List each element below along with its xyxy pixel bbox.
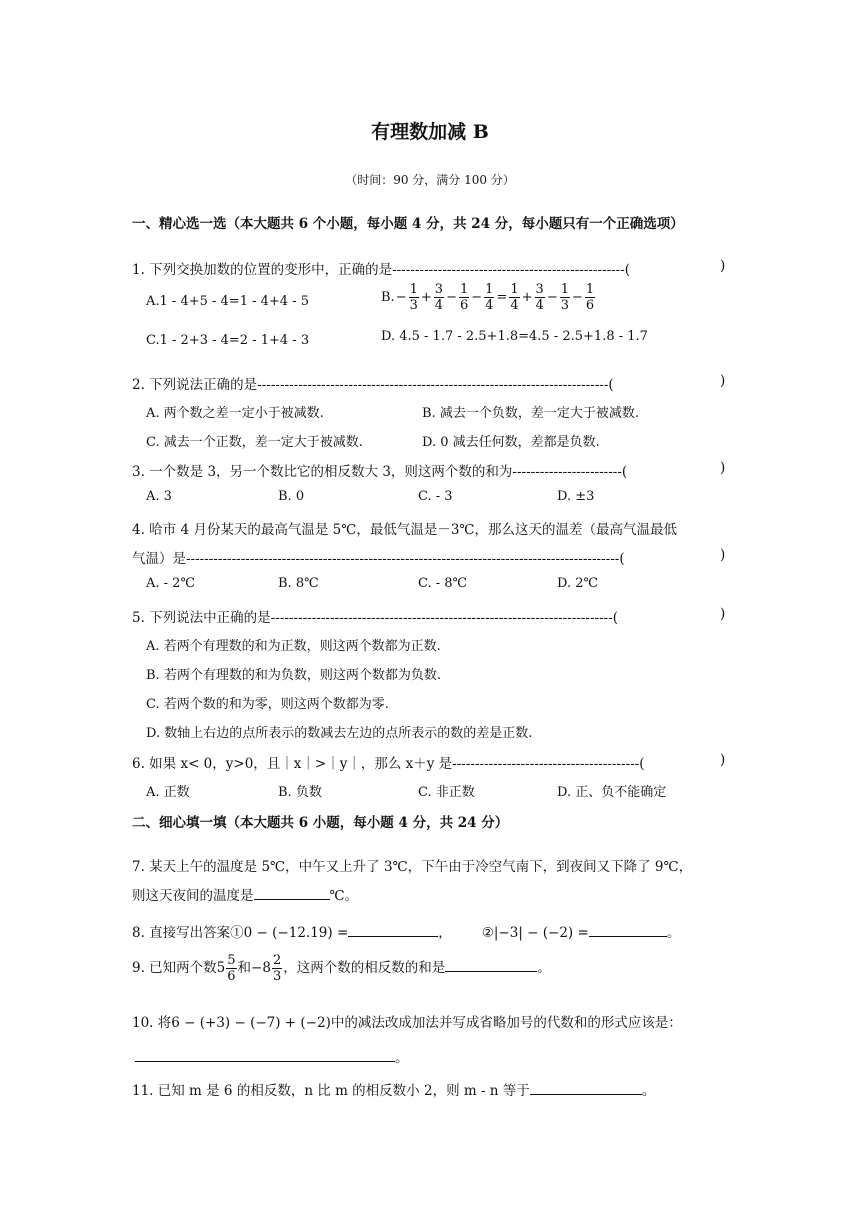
q1-b-operator: −: [471, 290, 483, 305]
q9-and: 和: [237, 960, 252, 976]
q8-line: [132, 921, 680, 941]
q9-text: 9. 已知两个数: [132, 960, 217, 976]
q1-b-operator: −: [395, 290, 407, 305]
q6-option-c: C. 非正数: [418, 785, 475, 800]
q9-line: [132, 954, 551, 983]
q8-end: 。: [666, 925, 681, 941]
q1-option-b-prefix: B.: [381, 290, 395, 305]
q1-b-fraction: [560, 283, 570, 312]
q1-b-fraction: [585, 283, 595, 312]
q9-n1-denominator: 6: [227, 969, 236, 984]
q10-end: 。: [395, 1050, 409, 1066]
q5-option-d: D. 数轴上右边的点所表示的数减去左边的点所表示的数的差是正数.: [146, 726, 533, 741]
q1-b-denominator: 6: [585, 298, 595, 313]
q4-stem: 4. 哈市 4 月份某天的最高气温是 5℃，最低气温是－3℃，那么这天的温差（最高气温最低: [132, 522, 678, 538]
q6-option-d: D. 正、负不能确定: [557, 785, 667, 800]
q5-close-paren: ): [720, 606, 726, 622]
q1-b-numerator: 3: [535, 282, 544, 297]
q8-text: 8. 直接写出答案①: [132, 925, 244, 941]
q9-n2-denominator: 3: [272, 969, 282, 984]
q8-separator: ，: [438, 925, 452, 941]
q4-option-a: A. - 2℃: [146, 576, 195, 591]
q9-text-2: ，这两个数的相反数的和是: [283, 960, 446, 976]
q1-b-denominator: 3: [409, 298, 418, 313]
q8-answer-blank-2[interactable]: [589, 924, 667, 937]
q4-option-b: B. 8℃: [278, 576, 319, 591]
q7-line1: 7. 某天上午的温度是 5℃，中午又上升了 3℃，下午由于冷空气南下，到夜间又下降了 9℃，: [132, 859, 693, 875]
q1-b-fraction: [484, 283, 494, 312]
q4-stem-line2: 气温）是-----------------------------------------------------------------------------------------------(: [132, 551, 625, 567]
q1-b-fraction: [459, 283, 469, 312]
q3-option-c: C. - 3: [418, 489, 453, 504]
q2-option-d: D. 0 减去任何数，差都是负数.: [422, 435, 600, 450]
q9-number-2-whole: −8: [251, 960, 271, 976]
q8-expr-1: 0 − (−12.19) =: [243, 925, 349, 941]
q10-answer-blank[interactable]: [135, 1049, 395, 1062]
q1-b-operator: +: [420, 290, 432, 305]
q1-b-operator: =: [496, 290, 508, 305]
q7-line2-unit: ℃。: [329, 888, 359, 904]
q1-b-denominator: 4: [434, 298, 444, 313]
q10-text-2: 中的减法改成加法并写成省略加号的代数和的形式应该是：: [330, 1015, 682, 1031]
q11-end: 。: [641, 1083, 656, 1099]
q9-number-1-fraction: [226, 954, 236, 983]
q4-option-c: C. - 8℃: [418, 576, 468, 591]
q6-option-a: A. 正数: [146, 785, 190, 800]
q6-stem: 6. 如果 x< 0，y>0，且｜x｜>｜y｜，那么 x＋y 是-----------------------------------------(: [132, 756, 645, 772]
q8-answer-blank-1[interactable]: [348, 924, 438, 937]
q1-option-a: A.1 - 4+5 - 4=1 - 4+4 - 5: [146, 294, 309, 309]
q1-b-operator: −: [572, 290, 583, 305]
q1-option-d: D. 4.5 - 1.7 - 2.5+1.8=4.5 - 2.5+1.8 - 1.7: [381, 329, 648, 344]
q3-option-d: D. ±3: [557, 489, 595, 504]
q1-b-operator: −: [546, 290, 558, 305]
q1-b-denominator: 4: [535, 298, 544, 313]
q10-line: [132, 1011, 682, 1031]
q2-option-b: B. 减去一个负数，差一定大于被减数.: [422, 406, 639, 421]
q7-line2: [132, 884, 358, 904]
q1-b-fraction: [434, 283, 444, 312]
q7-answer-blank[interactable]: [254, 887, 330, 900]
q3-stem: 3. 一个数是 3，另一个数比它的相反数大 3，则这两个数的和为------------------------(: [132, 464, 628, 480]
q10-answer-line: [135, 1046, 409, 1066]
q8-circle-2: ②: [481, 925, 494, 941]
q5-stem: 5. 下列说法中正确的是---------------------------------------------------------------------------(: [132, 610, 619, 626]
q3-option-a: A. 3: [146, 489, 172, 504]
q9-n1-numerator: 5: [227, 953, 236, 968]
q10-expr: 6 − (+3) − (−7) + (−2): [171, 1015, 331, 1031]
q1-b-numerator: 3: [434, 282, 444, 297]
q1-b-operator: +: [521, 290, 533, 305]
q1-b-numerator: 1: [485, 282, 494, 297]
q1-b-numerator: 1: [585, 282, 595, 297]
q1-b-denominator: 4: [485, 298, 494, 313]
q8-expr-2: |−3| − (−2) =: [493, 925, 589, 941]
q2-stem: 2. 下列说法正确的是-----------------------------------------------------------------------------(: [132, 377, 614, 393]
q11-answer-blank[interactable]: [530, 1082, 642, 1095]
q1-b-fraction: [509, 283, 519, 312]
q11-text: 11. 已知 m 是 6 的相反数，n 比 m 的相反数小 2，则 m - n 等于: [132, 1083, 530, 1099]
q1-b-numerator: 1: [560, 282, 569, 297]
page-title: 有理数加减 B: [371, 121, 489, 143]
q9-end: 。: [537, 960, 551, 976]
q5-option-b: B. 若两个有理数的和为负数，则这两个数都为负数.: [146, 668, 441, 683]
q2-option-a: A. 两个数之差一定小于被减数.: [146, 406, 324, 421]
q1-b-operator: −: [446, 290, 457, 305]
section-2-heading: 二、细心填一填（本大题共 6 小题，每小题 4 分，共 24 分）: [132, 815, 509, 831]
q1-b-numerator: 1: [409, 282, 418, 297]
q2-close-paren: ): [720, 373, 726, 389]
q4-close-paren: ): [720, 547, 726, 563]
q7-line2-text: 则这天夜间的温度是: [132, 888, 254, 904]
q1-b-denominator: 4: [510, 298, 519, 313]
q1-stem: 1. 下列交换加数的位置的变形中，正确的是---------------------------------------------------(: [132, 262, 631, 278]
section-1-heading: 一、精心选一选（本大题共 6 个小题，每小题 4 分，共 24 分，每小题只有一个正确选项）: [132, 216, 684, 232]
q9-answer-blank[interactable]: [445, 959, 537, 972]
q1-b-fraction: [535, 283, 545, 312]
q1-option-b-expr: [395, 282, 597, 313]
q9-number-2-fraction: [272, 954, 282, 983]
q11-line: [132, 1079, 655, 1099]
q5-option-c: C. 若两个数的和为零，则这两个数都为零.: [146, 697, 389, 712]
q1-b-denominator: 3: [560, 298, 569, 313]
q3-option-b: B. 0: [278, 489, 305, 504]
q2-option-c: C. 减去一个正数，差一定大于被减数.: [146, 435, 363, 450]
q9-n2-numerator: 2: [272, 953, 282, 968]
q1-option-c: C.1 - 2+3 - 4=2 - 1+4 - 3: [146, 333, 310, 348]
q1-close-paren: ): [720, 258, 726, 274]
q1-b-denominator: 6: [459, 298, 469, 313]
q1-b-fraction: [409, 283, 419, 312]
q3-close-paren: ): [720, 460, 726, 476]
q1-b-numerator: 1: [459, 282, 469, 297]
q5-option-a: A. 若两个有理数的和为正数，则这两个数都为正数.: [146, 639, 441, 654]
q1-option-b: [381, 283, 596, 312]
exam-subtitle: （时间：90 分，满分 100 分）: [345, 173, 515, 187]
q1-b-numerator: 1: [510, 282, 519, 297]
q6-option-b: B. 负数: [278, 785, 322, 800]
q4-option-d: D. 2℃: [557, 576, 599, 591]
q10-text: 10. 将: [132, 1015, 172, 1031]
q6-close-paren: ): [720, 752, 726, 768]
q9-number-1-whole: 5: [216, 960, 226, 976]
